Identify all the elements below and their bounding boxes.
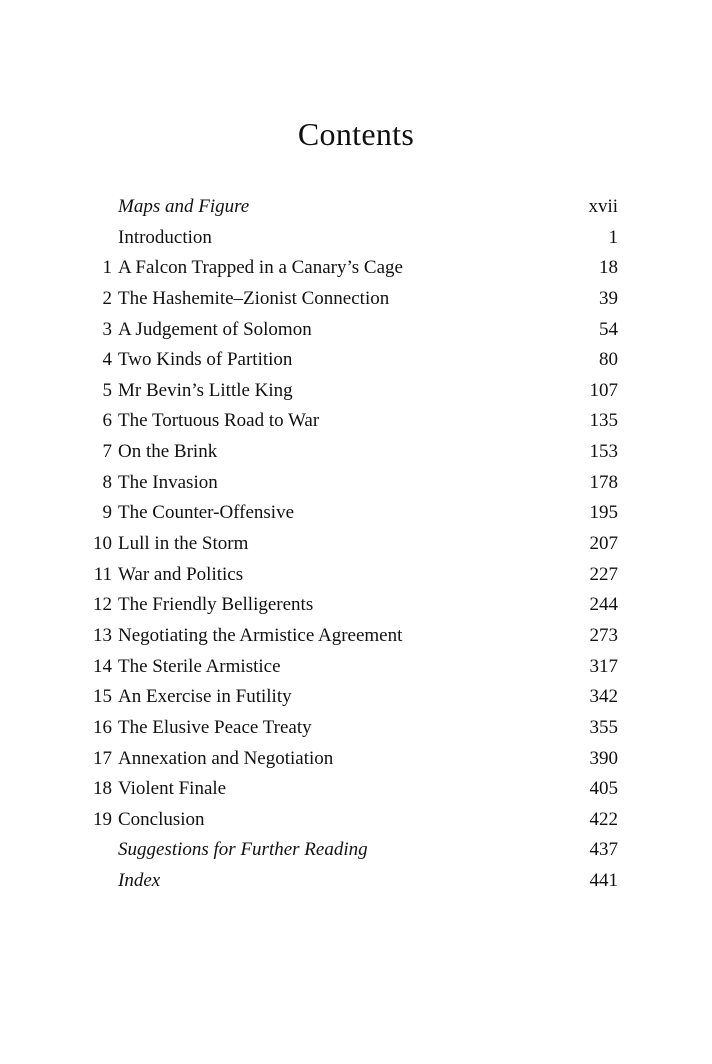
page-number: 342: [589, 686, 618, 708]
page-number: 178: [589, 471, 618, 493]
page-number: 390: [589, 747, 618, 769]
chapter-title: The Invasion: [118, 471, 218, 493]
toc-entry: [0, 590, 712, 621]
chapter-title: The Sterile Armistice: [118, 655, 281, 677]
chapter-title: Index: [118, 870, 161, 892]
page-number: 1: [608, 226, 618, 248]
chapter-number: 4: [102, 349, 112, 371]
chapter-number: 15: [93, 686, 112, 708]
toc-entry: [0, 437, 712, 468]
page-number: 273: [589, 624, 618, 646]
chapter-title: War and Politics: [118, 563, 244, 585]
toc-entry: [0, 621, 712, 652]
page-number: 405: [589, 778, 618, 800]
toc-entry: [0, 744, 712, 775]
toc-entry: [0, 682, 712, 713]
toc-entry: [0, 376, 712, 407]
chapter-number: 8: [102, 471, 112, 493]
page-number: 422: [589, 808, 618, 830]
chapter-title: The Hashemite–Zionist Connection: [118, 287, 390, 309]
page-number: 437: [589, 839, 618, 861]
chapter-title: A Falcon Trapped in a Canary’s Cage: [118, 257, 403, 279]
chapter-number: 19: [93, 808, 112, 830]
chapter-number: 1: [102, 257, 112, 279]
chapter-number: 7: [102, 441, 112, 463]
toc-entry: [0, 345, 712, 376]
chapter-number: 13: [93, 624, 112, 646]
toc-entry: [0, 406, 712, 437]
chapter-title: The Counter-Offensive: [118, 502, 295, 524]
toc-entry: [0, 498, 712, 529]
chapter-number: 12: [93, 594, 112, 616]
toc-entry: [0, 223, 712, 254]
page-number: 227: [589, 563, 618, 585]
toc-entry: [0, 315, 712, 346]
page-number: 244: [589, 594, 618, 616]
chapter-title: Lull in the Storm: [118, 533, 249, 555]
page-number: 18: [599, 257, 618, 279]
toc-entry: [0, 284, 712, 315]
toc-entry: [0, 560, 712, 591]
chapter-number: 11: [93, 563, 112, 585]
chapter-title: Violent Finale: [118, 778, 227, 800]
toc-entry: [0, 805, 712, 836]
page-number: 195: [589, 502, 618, 524]
chapter-number: 3: [102, 318, 112, 340]
chapter-number: 9: [102, 502, 112, 524]
chapter-number: 2: [102, 287, 112, 309]
toc-entry: [0, 866, 712, 897]
toc-entry: [0, 468, 712, 499]
table-of-contents: [0, 192, 712, 897]
toc-entry: [0, 774, 712, 805]
chapter-title: Annexation and Negotiation: [118, 747, 334, 769]
page-number: xvii: [588, 196, 618, 217]
chapter-title: An Exercise in Futility: [118, 686, 292, 708]
chapter-title: Negotiating the Armistice Agreement: [118, 624, 403, 646]
toc-entry: [0, 713, 712, 744]
toc-entry: [0, 529, 712, 560]
chapter-number: 17: [93, 747, 112, 769]
chapter-title: The Friendly Belligerents: [118, 594, 314, 616]
chapter-number: 14: [93, 655, 112, 677]
page-number: 355: [589, 716, 618, 738]
chapter-title: Conclusion: [118, 808, 205, 830]
chapter-title: On the Brink: [118, 441, 218, 463]
toc-entry: [0, 253, 712, 284]
page-number: 207: [589, 533, 618, 555]
page-number: 135: [589, 410, 618, 432]
toc-entry: [0, 652, 712, 683]
chapter-title: Introduction: [118, 226, 212, 248]
page-number: 107: [589, 379, 618, 401]
chapter-title: Two Kinds of Partition: [118, 349, 293, 371]
toc-entry: [0, 835, 712, 866]
page-number: 317: [589, 655, 618, 677]
page-number: 39: [599, 287, 618, 309]
page-title: Contents: [297, 116, 415, 152]
chapter-number: 10: [93, 533, 112, 555]
chapter-number: 18: [93, 778, 112, 800]
chapter-title: Mr Bevin’s Little King: [118, 379, 293, 401]
toc-entry: [0, 192, 712, 223]
chapter-title: The Elusive Peace Treaty: [118, 716, 312, 738]
chapter-number: 16: [93, 716, 112, 738]
chapter-title: A Judgement of Solomon: [118, 318, 312, 340]
chapter-title: The Tortuous Road to War: [118, 410, 320, 432]
page-number: 80: [599, 349, 618, 371]
page-number: 153: [589, 441, 618, 463]
chapter-title: Suggestions for Further Reading: [118, 839, 368, 861]
page-number: 54: [599, 318, 618, 340]
chapter-number: 5: [102, 379, 112, 401]
chapter-number: 6: [102, 410, 112, 432]
chapter-title: Maps and Figure: [118, 196, 250, 217]
page-number: 441: [589, 870, 618, 892]
